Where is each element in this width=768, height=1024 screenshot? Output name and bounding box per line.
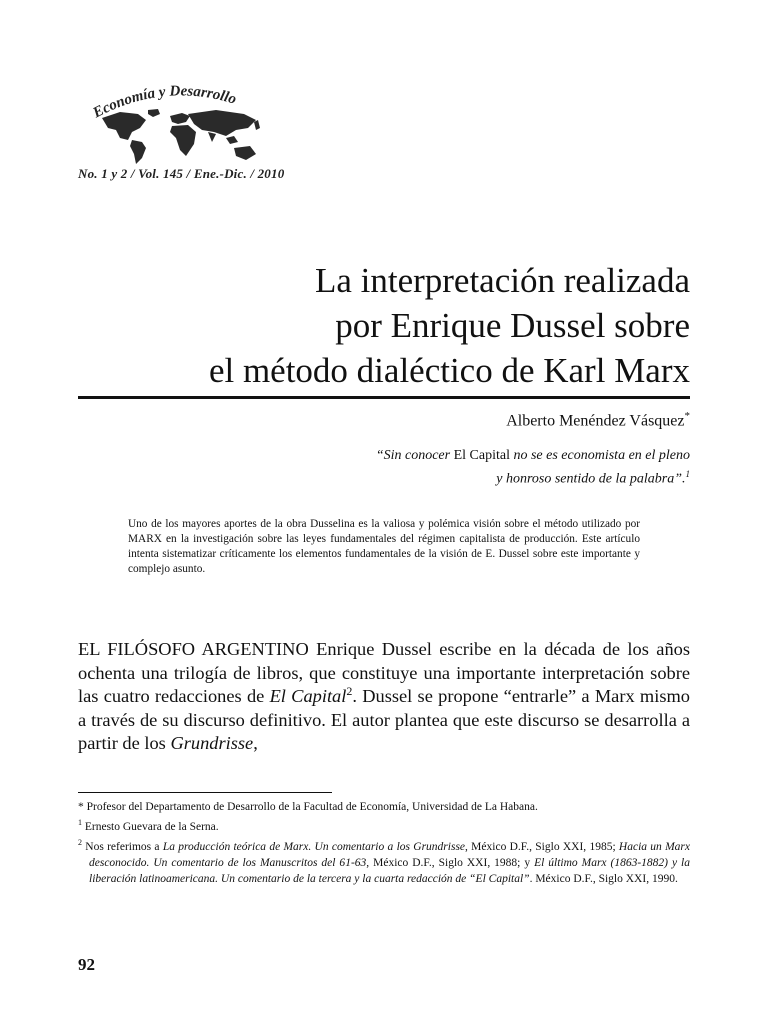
footnotes: [78, 799, 690, 887]
epigraph: [376, 446, 690, 489]
footnote-italic: Hacia un Marx desconocido. Un comentario de los Manuscritos del 61-63: [89, 840, 690, 869]
world-map-icon: [98, 108, 268, 166]
author-line: [506, 410, 690, 430]
footnote-2: [78, 835, 690, 887]
footnote-text: , México D.F., Siglo XXI, 1988; y: [366, 856, 535, 869]
body-italic: El Capital: [269, 686, 347, 706]
body-text: EL FILÓSOFO ARGENTINO Enrique Dussel escribe en la década de los años ochenta una trilogía de libros, que constituye una importante interpretación sobre las cuatro redacciones de: [78, 639, 690, 706]
footnote-mark: 1: [78, 818, 82, 827]
issue-line: No. 1 y 2 / Vol. 145 / Ene.-Dic. / 2010: [78, 166, 285, 181]
body-italic: Grundrisse: [170, 733, 254, 753]
footnote-1: [78, 815, 690, 835]
abstract: Uno de los mayores aportes de la obra Dusselina es la valiosa y polémica visión sobre el método utilizado por MARX en la investigación sobre las leyes fundamentales del régimen capitalista de producción. Este artículo intenta sistematizar críticamente los elementos fundamentales de la visión de E. Dussel sobre este importante y complejo asunto.: [128, 518, 640, 575]
epigraph-book-title: El Capital: [450, 448, 514, 463]
title-line: por Enrique Dussel sobre: [335, 306, 690, 345]
epigraph-text: no se es economista en el pleno: [513, 448, 690, 463]
footnote-text: Nos referimos a: [82, 840, 163, 853]
footnote-italic: El último Marx (1863-1882) y la liberación latinoamericana. Un comentario de la tercera y la cuarta redacción de “El Capital”: [89, 856, 690, 885]
body-text: ,: [253, 733, 258, 753]
title-line: La interpretación realizada: [314, 261, 690, 300]
footnote-author: * Profesor del Departamento de Desarrollo de la Facultad de Economía, Universidad de La Habana.: [78, 801, 538, 813]
footnote-text: , México D.F., Siglo XXI, 1985;: [465, 840, 619, 853]
epigraph-text: “Sin conocer: [375, 448, 451, 463]
epigraph-footnote-ref: 1: [685, 469, 690, 479]
title-rule: [78, 396, 690, 399]
footnote-rule: [78, 792, 332, 793]
page-number: 92: [78, 955, 95, 974]
footnote-italic: La producción teórica de Marx. Un comentario a los Grundrisse: [162, 840, 466, 853]
journal-name: Economía y Desarrollo: [90, 83, 239, 122]
footnote-mark: 2: [78, 837, 82, 847]
epigraph-text: y honroso sentido de la palabra”.: [496, 471, 686, 487]
body-text: . Dussel se propone “entrarle” a Marx mismo a través de su discurso definitivo. El autor plantea que este discurso se desarrolla a partir de los: [78, 686, 690, 753]
body-paragraph: [78, 638, 690, 756]
title-line: el método dialéctico de Karl Marx: [208, 351, 690, 390]
author-footnote-mark: *: [684, 410, 690, 422]
footnote-text: . México D.F., Siglo XXI, 1990.: [529, 872, 678, 885]
author-name: Alberto Menéndez Vásquez: [506, 412, 685, 430]
article-title: [209, 258, 690, 393]
journal-logo: [78, 82, 318, 182]
footnote-text: Ernesto Guevara de la Serna.: [82, 820, 219, 833]
footnote-ref: 2: [346, 683, 353, 698]
